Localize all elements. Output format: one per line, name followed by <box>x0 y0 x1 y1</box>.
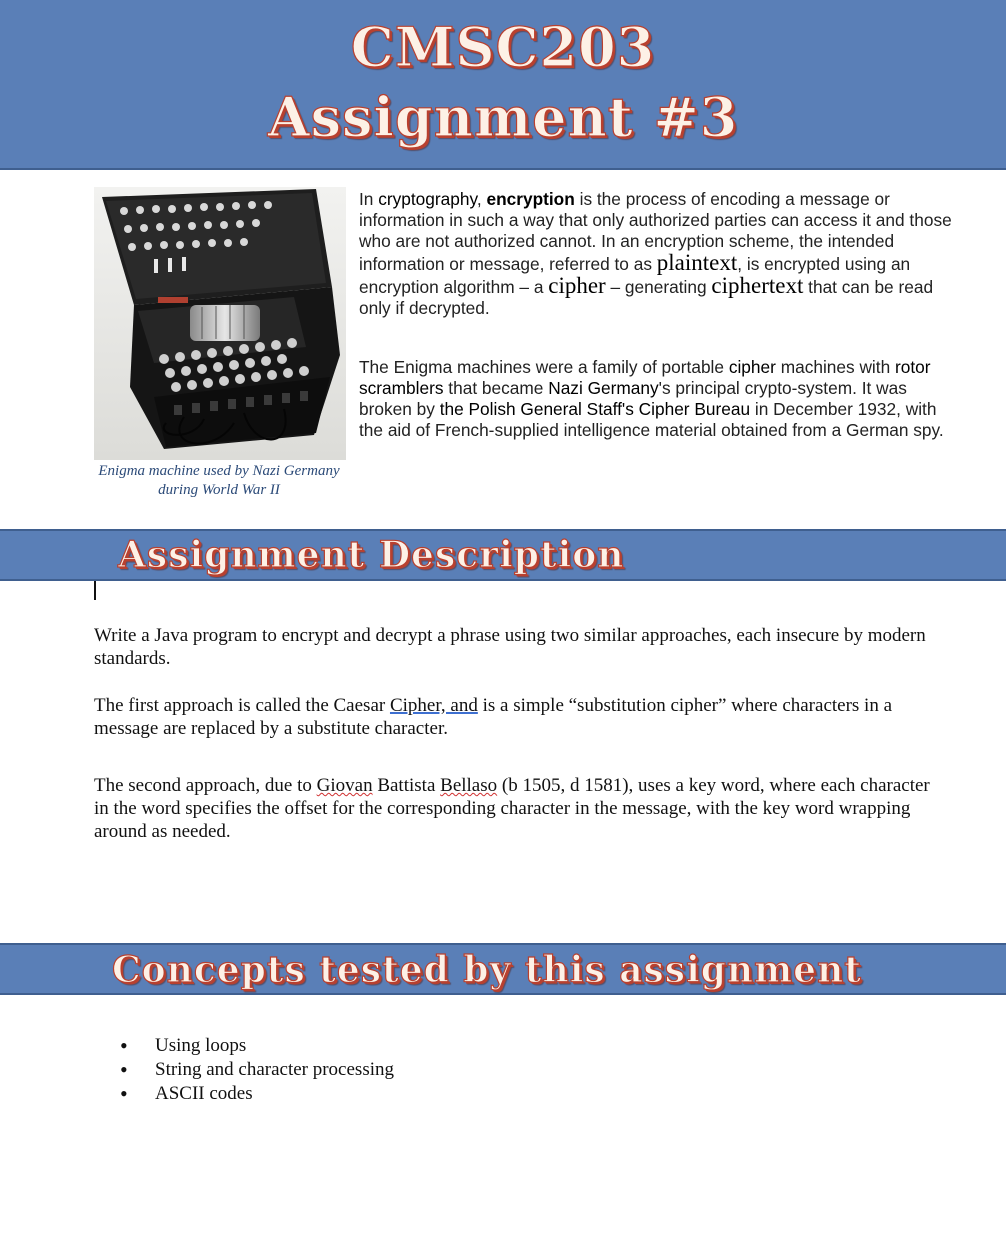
enigma-machine-image <box>94 187 346 460</box>
term-encryption: encryption <box>486 189 575 209</box>
figure-caption <box>94 462 344 500</box>
text: – generating <box>605 277 712 297</box>
term-ciphertext: ciphertext <box>711 273 804 298</box>
spelling-flagged-word[interactable]: Bellaso <box>440 775 498 796</box>
text: , <box>476 189 487 209</box>
concepts-banner <box>0 943 1006 995</box>
concepts-list <box>120 1034 394 1106</box>
link-rotor-scramblers[interactable]: rotor scramblers <box>359 357 931 398</box>
text: The second approach, due to <box>94 775 317 796</box>
text: In <box>359 189 379 209</box>
caption-line-2: during World War II <box>158 482 280 498</box>
list-item: • ASCII codes <box>120 1082 394 1106</box>
text: in December 1932, with the aid of French-supplied intelligence material obtained from a German spy. <box>359 399 944 440</box>
enigma-machine-illustration <box>94 187 346 460</box>
text-cursor <box>94 581 96 600</box>
term-cipher: cipher <box>548 273 606 298</box>
course-title: CMSC203 <box>350 15 656 79</box>
text: that became <box>443 378 549 398</box>
term-plaintext: plaintext <box>656 250 738 275</box>
link-cipher-bureau[interactable]: the Polish General Staff's Cipher Bureau <box>439 399 751 419</box>
list-item: • Using loops <box>120 1034 394 1058</box>
text: The first approach is called the Caesar <box>94 695 390 716</box>
link-cryptography[interactable]: cryptography <box>378 189 477 209</box>
text: The Enigma machines were a family of portable <box>359 357 729 377</box>
text: (b 1505, d 1581), uses a key word, where each character in the word specifies the offset for the corresponding character in the message, with the key word wrapping around as needed. <box>94 775 930 842</box>
description-paragraph-1: Write a Java program to encrypt and decrypt a phrase using two similar approaches, each insecure by modern standards. <box>94 625 926 669</box>
spelling-flagged-word[interactable]: Giovan <box>316 775 373 796</box>
list-item: • String and character processing <box>120 1058 394 1082</box>
link-nazi-germany[interactable]: Nazi Germany <box>548 378 659 398</box>
assignment-title: Assignment #3 <box>267 85 739 149</box>
text: is a simple “substitution cipher” where characters in a message are replaced by a substitute character. <box>94 695 893 739</box>
text: machines with <box>775 357 895 377</box>
assignment-description-banner <box>0 529 1006 581</box>
assignment-description-heading: Assignment Description <box>118 534 625 576</box>
text: Battista <box>372 775 441 796</box>
text: that can be read only if decrypted. <box>359 277 934 318</box>
link-cipher[interactable]: cipher <box>728 357 776 377</box>
intro-paragraph-1 <box>359 189 959 319</box>
concepts-heading: Concepts tested by this assignment <box>112 949 862 991</box>
description-paragraph-2 <box>94 694 944 740</box>
title-banner <box>0 0 1006 170</box>
text: , is encrypted using an encryption algorithm – a <box>359 254 911 297</box>
description-paragraph-3 <box>94 774 944 843</box>
text: 's principal crypto-system. It was broken by <box>359 378 907 419</box>
grammar-flagged-text[interactable]: Cipher, and <box>389 695 478 716</box>
caption-line-1: Enigma machine used by Nazi Germany <box>98 463 340 479</box>
intro-paragraph-2 <box>359 357 959 441</box>
text: is the process of encoding a message or information in such a way that only authorized parties can access it and those who are not authorized cannot. In an encryption scheme, the intended information or message, referred to as <box>359 189 952 274</box>
